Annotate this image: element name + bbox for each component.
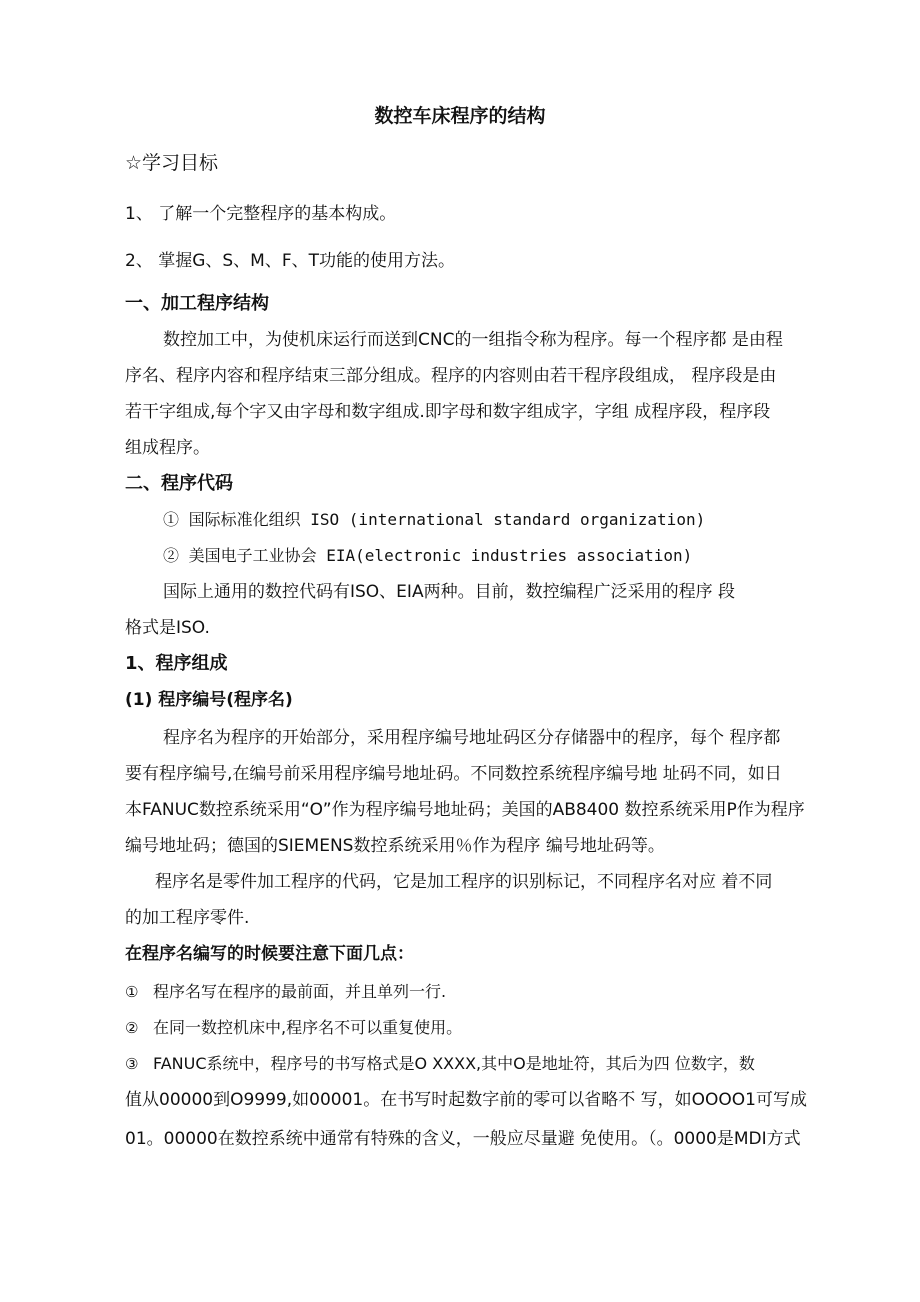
code-eia-line: ② 美国电子工业协会 EIA(electronic industries association) bbox=[163, 546, 693, 565]
objective-item-2: 2、 掌握G、S、M、F、T功能的使用方法。 bbox=[125, 251, 456, 271]
para2-line-1: 程序名是零件加工程序的代码，它是加工程序的识别标记，不同程序名对应 着不同 bbox=[155, 872, 773, 892]
section3-heading: 1、程序组成 bbox=[125, 653, 228, 674]
section2-line-2: 格式是ISO. bbox=[125, 618, 210, 638]
objective-item-1: 1、 了解一个完整程序的基本构成。 bbox=[125, 204, 397, 224]
section1-line-3: 若干字组成,每个字又由字母和数字组成.即字母和数字组成字，字组 成程序段，程序段 bbox=[125, 402, 771, 422]
document-title: 数控车床程序的结构 bbox=[374, 105, 546, 127]
note-3-text: FANUC系统中，程序号的书写格式是O XXXX,其中O是地址符，其后为四 位数字，数 bbox=[153, 1054, 755, 1073]
section1-line-1: 数控加工中，为使机床运行而送到CNC的一组指令称为程序。每一个程序都 是由程 bbox=[163, 330, 783, 350]
para1-line-1: 程序名为程序的开始部分，采用程序编号地址码区分存储器中的程序，每个 程序都 bbox=[163, 728, 781, 748]
note-3-continuation-2: 01。00000在数控系统中通常有特殊的含义，一般应尽量避 免使用。（。0000是MDI方式 bbox=[125, 1129, 801, 1149]
note-3-continuation-1: 值从00000到O9999,如00001。在书写时起数字前的零可以省略不 写，如OOOO1可写成 bbox=[125, 1090, 807, 1110]
para1-line-2: 要有程序编号,在编号前采用程序编号地址码。不同数控系统程序编号地 址码不同，如日 bbox=[125, 764, 782, 784]
note-2-text: 在同一数控机床中,程序名不可以重复使用。 bbox=[153, 1018, 463, 1037]
section2-heading: 二、程序代码 bbox=[125, 473, 233, 494]
section3-subheading: (1) 程序编号(程序名) bbox=[125, 690, 293, 710]
note-3-number: ③ bbox=[125, 1055, 139, 1073]
section1-line-2: 序名、程序内容和程序结束三部分组成。程序的内容则由若干程序段组成， 程序段是由 bbox=[125, 366, 777, 386]
para1-line-3: 本FANUC数控系统采用“O”作为程序编号地址码；美国的AB8400 数控系统采用P作为程序 bbox=[125, 800, 805, 820]
section1-heading: 一、加工程序结构 bbox=[125, 293, 269, 314]
section2-line-1: 国际上通用的数控代码有ISO、EIA两种。目前，数控编程广泛采用的程序 段 bbox=[163, 582, 735, 602]
note-1-text: 程序名写在程序的最前面，并且单列一行. bbox=[153, 982, 447, 1001]
section1-line-4: 组成程序。 bbox=[125, 438, 210, 458]
para1-line-4: 编号地址码；德国的SIEMENS数控系统采用％作为程序 编号地址码等。 bbox=[125, 836, 665, 856]
note-2-number: ② bbox=[125, 1019, 139, 1037]
note-1-number: ① bbox=[125, 983, 139, 1001]
notes-heading: 在程序名编写的时候要注意下面几点： bbox=[125, 944, 414, 964]
objectives-heading: ☆学习目标 bbox=[125, 152, 219, 174]
para2-line-2: 的加工程序零件. bbox=[125, 908, 250, 928]
code-iso-line: ① 国际标准化组织 ISO (international standard organization) bbox=[163, 510, 706, 529]
